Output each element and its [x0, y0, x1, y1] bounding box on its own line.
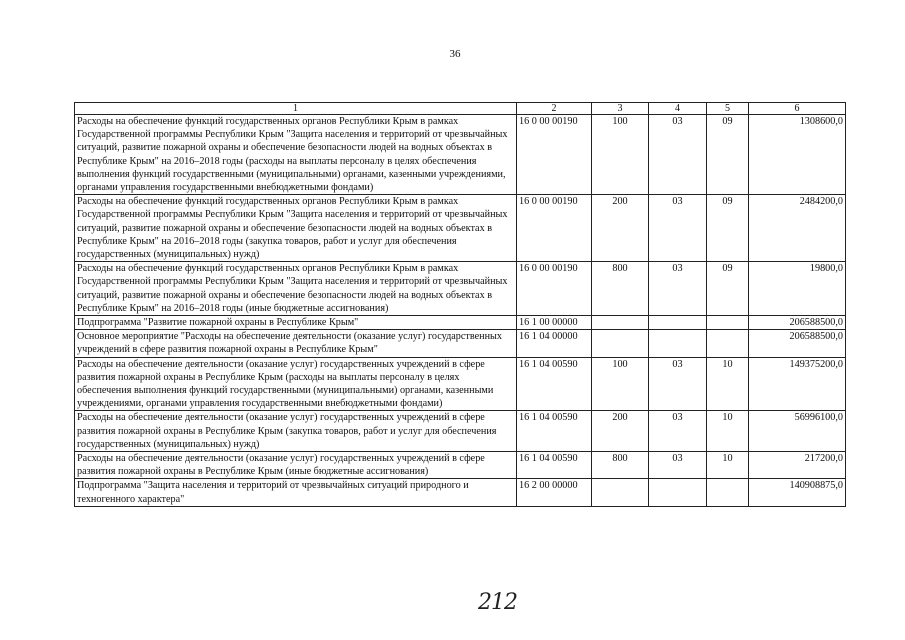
row-amount: 217200,0 — [749, 452, 846, 479]
row-code: 16 0 00 00190 — [517, 115, 592, 195]
row-code: 16 2 00 00000 — [517, 479, 592, 506]
row-amount: 149375200,0 — [749, 357, 846, 411]
row-section: 03 — [649, 262, 707, 316]
row-description: Подпрограмма "Защита населения и территорий от чрезвычайных ситуаций природного и техногенного характера" — [75, 479, 517, 506]
row-expense-type: 800 — [592, 262, 649, 316]
row-code: 16 1 00 00000 — [517, 316, 592, 330]
row-expense-type: 200 — [592, 195, 649, 262]
row-subsection: 09 — [707, 195, 749, 262]
row-subsection: 10 — [707, 452, 749, 479]
table-row — [75, 316, 846, 330]
row-expense-type — [592, 479, 649, 506]
header-cell: 4 — [649, 103, 707, 115]
table-row — [75, 195, 846, 262]
row-section: 03 — [649, 195, 707, 262]
row-amount: 19800,0 — [749, 262, 846, 316]
row-section: 03 — [649, 115, 707, 195]
row-section — [649, 316, 707, 330]
row-subsection: 09 — [707, 262, 749, 316]
row-description: Основное мероприятие "Расходы на обеспечение деятельности (оказание услуг) государственных учреждений в сфере развития пожарной охраны в Республике Крым" — [75, 330, 517, 357]
row-amount: 206588500,0 — [749, 316, 846, 330]
header-row — [75, 103, 846, 115]
row-description: Расходы на обеспечение деятельности (оказание услуг) государственных учреждений в сфере развития пожарной охраны в Республике Крым (иные бюджетные ассигнования) — [75, 452, 517, 479]
row-subsection: 10 — [707, 411, 749, 452]
row-expense-type: 100 — [592, 357, 649, 411]
row-section — [649, 479, 707, 506]
row-code: 16 1 04 00590 — [517, 411, 592, 452]
row-description: Расходы на обеспечение функций государственных органов Республики Крым в рамках Государственной программы Республики Крым "Защита населения и территорий от чрезвычайных ситуаций, развитие пожарной охраны и обеспечение безопасности людей на водных объектах в Республике Крым" на 2016–2018 годы (иные бюджетные ассигнования) — [75, 262, 517, 316]
row-section: 03 — [649, 452, 707, 479]
row-subsection — [707, 316, 749, 330]
header-cell: 3 — [592, 103, 649, 115]
row-description: Подпрограмма "Развитие пожарной охраны в Республике Крым" — [75, 316, 517, 330]
row-subsection: 10 — [707, 357, 749, 411]
row-section: 03 — [649, 357, 707, 411]
row-expense-type: 100 — [592, 115, 649, 195]
table-row — [75, 452, 846, 479]
row-amount: 140908875,0 — [749, 479, 846, 506]
table-row — [75, 330, 846, 357]
row-amount: 1308600,0 — [749, 115, 846, 195]
header-cell: 6 — [749, 103, 846, 115]
row-description: Расходы на обеспечение деятельности (оказание услуг) государственных учреждений в сфере развития пожарной охраны в Республике Крым (расходы на выплаты персоналу в целях обеспечения выполнения функций государственными (муниципальными) органами, казенными учреждениями, органами управления государственными внебюджетными фондами) — [75, 357, 517, 411]
row-amount: 56996100,0 — [749, 411, 846, 452]
table-row — [75, 357, 846, 411]
table-row — [75, 479, 846, 506]
row-section: 03 — [649, 411, 707, 452]
row-description: Расходы на обеспечение деятельности (оказание услуг) государственных учреждений в сфере развития пожарной охраны в Республике Крым (закупка товаров, работ и услуг для обеспечения государственных (муниципальных) нужд) — [75, 411, 517, 452]
row-expense-type — [592, 316, 649, 330]
row-description: Расходы на обеспечение функций государственных органов Республики Крым в рамках Государственной программы Республики Крым "Защита населения и территорий от чрезвычайных ситуаций, развитие пожарной охраны и обеспечение безопасности людей на водных объектах в Республике Крым" на 2016–2018 годы (закупка товаров, работ и услуг для обеспечения государственных (муниципальных) нужд) — [75, 195, 517, 262]
row-expense-type: 800 — [592, 452, 649, 479]
row-code: 16 1 04 00590 — [517, 452, 592, 479]
header-cell: 2 — [517, 103, 592, 115]
row-amount: 206588500,0 — [749, 330, 846, 357]
row-amount: 2484200,0 — [749, 195, 846, 262]
table-row — [75, 115, 846, 195]
row-description: Расходы на обеспечение функций государственных органов Республики Крым в рамках Государственной программы Республики Крым "Защита населения и территорий от чрезвычайных ситуаций, развитие пожарной охраны и обеспечение безопасности людей на водных объектах в Республике Крым" на 2016–2018 годы (расходы на выплаты персоналу в целях обеспечения выполнения функций государственными (муниципальными) органами, казенными учреждениями, органами управления государственными внебюджетными фондами) — [75, 115, 517, 195]
row-code: 16 1 04 00590 — [517, 357, 592, 411]
row-code: 16 0 00 00190 — [517, 195, 592, 262]
page-number: 36 — [449, 48, 461, 60]
row-code: 16 1 04 00000 — [517, 330, 592, 357]
row-code: 16 0 00 00190 — [517, 262, 592, 316]
table-row — [75, 262, 846, 316]
header-cell: 5 — [707, 103, 749, 115]
row-subsection — [707, 479, 749, 506]
row-expense-type: 200 — [592, 411, 649, 452]
header-cell: 1 — [75, 103, 517, 115]
row-section — [649, 330, 707, 357]
row-expense-type — [592, 330, 649, 357]
row-subsection — [707, 330, 749, 357]
budget-table — [74, 102, 846, 507]
handwritten-signature: 212 — [478, 590, 517, 615]
row-subsection: 09 — [707, 115, 749, 195]
table-row — [75, 411, 846, 452]
